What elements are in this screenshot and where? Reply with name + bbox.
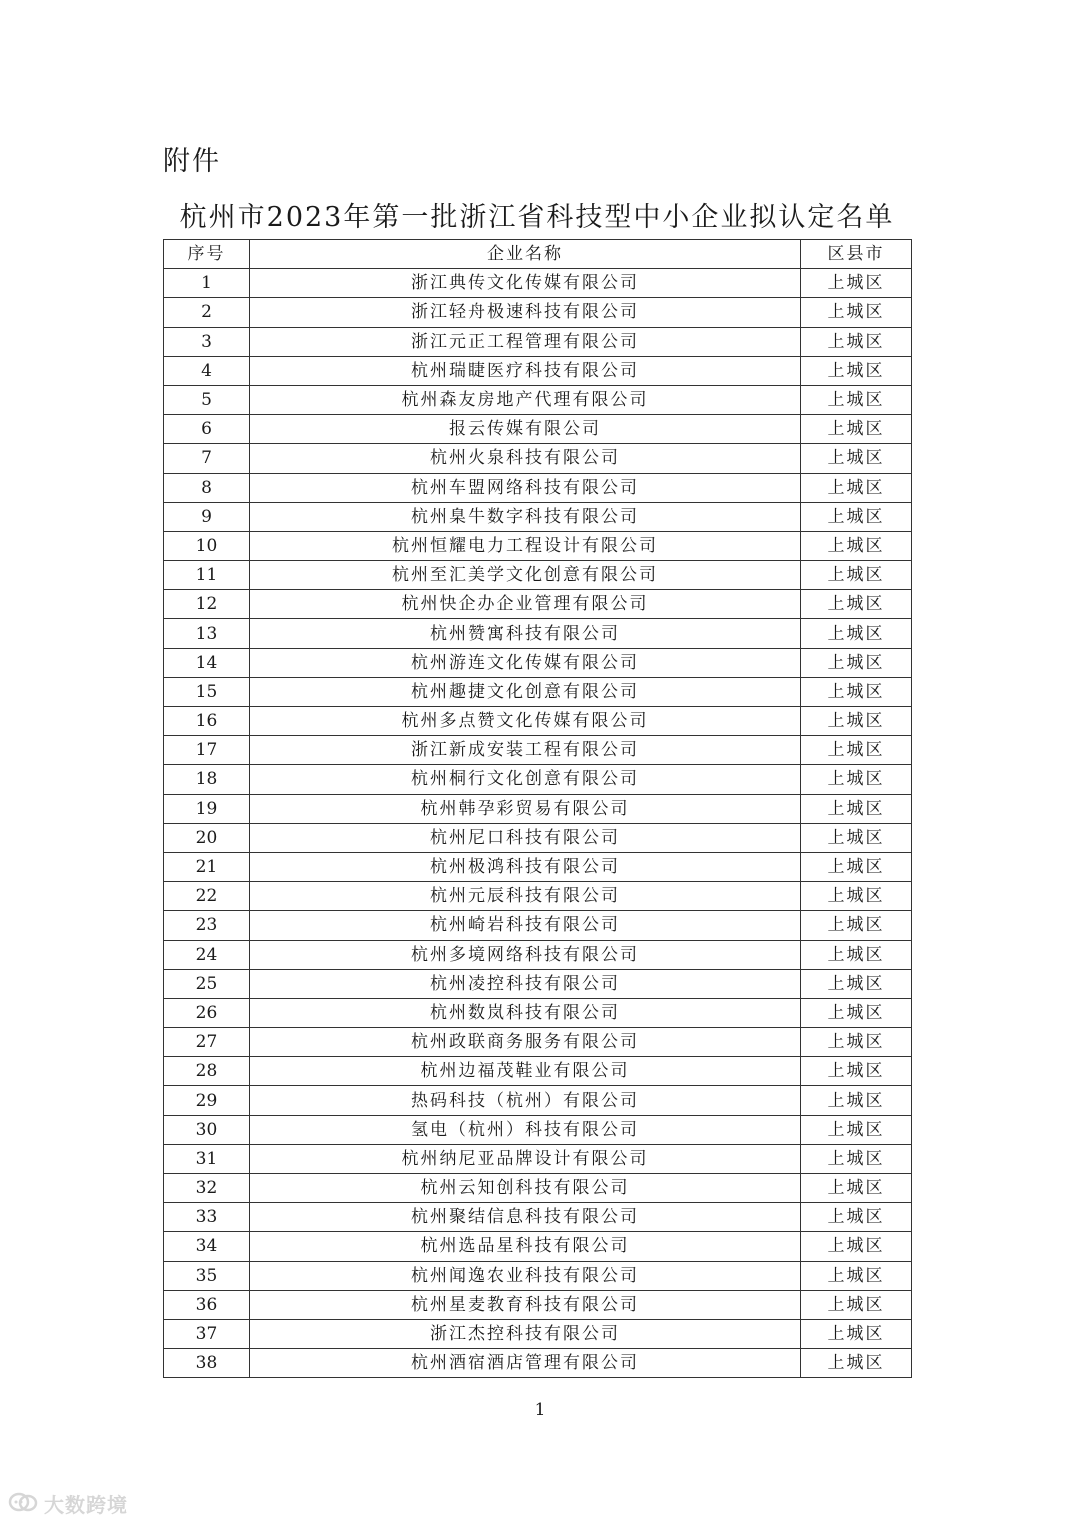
row-number: 1 [164, 269, 250, 298]
table-row [164, 385, 912, 414]
district-name: 上城区 [801, 327, 912, 356]
row-number: 21 [164, 852, 250, 881]
table-row [164, 298, 912, 327]
enterprise-list-table [163, 239, 912, 1378]
company-name: 杭州车盟网络科技有限公司 [250, 473, 801, 502]
row-number: 2 [164, 298, 250, 327]
district-name: 上城区 [801, 765, 912, 794]
company-name: 杭州游连文化传媒有限公司 [250, 648, 801, 677]
company-name: 杭州纳尼亚品牌设计有限公司 [250, 1144, 801, 1173]
district-name: 上城区 [801, 1028, 912, 1057]
page-number: 1 [534, 1400, 546, 1420]
company-name: 杭州政联商务服务有限公司 [250, 1028, 801, 1057]
table-row [164, 590, 912, 619]
table-row [164, 823, 912, 852]
district-name: 上城区 [801, 852, 912, 881]
column-header-number: 序号 [164, 240, 250, 269]
table-row [164, 269, 912, 298]
district-name: 上城区 [801, 1174, 912, 1203]
chat-bubble-icon [8, 1491, 38, 1515]
row-number: 8 [164, 473, 250, 502]
row-number: 23 [164, 911, 250, 940]
company-name: 杭州多点赞文化传媒有限公司 [250, 707, 801, 736]
district-name: 上城区 [801, 269, 912, 298]
table-row [164, 1319, 912, 1348]
district-name: 上城区 [801, 385, 912, 414]
column-header-district: 区县市 [801, 240, 912, 269]
district-name: 上城区 [801, 444, 912, 473]
company-name: 杭州聚结信息科技有限公司 [250, 1203, 801, 1232]
attachment-label: 附件 [163, 146, 221, 177]
table-row [164, 765, 912, 794]
row-number: 35 [164, 1261, 250, 1290]
district-name: 上城区 [801, 648, 912, 677]
row-number: 7 [164, 444, 250, 473]
district-name: 上城区 [801, 1349, 912, 1378]
table-row [164, 998, 912, 1027]
row-number: 5 [164, 385, 250, 414]
table-row [164, 677, 912, 706]
row-number: 22 [164, 882, 250, 911]
company-name: 杭州闻逸农业科技有限公司 [250, 1261, 801, 1290]
table-row [164, 473, 912, 502]
district-name: 上城区 [801, 1319, 912, 1348]
row-number: 26 [164, 998, 250, 1027]
table-row [164, 882, 912, 911]
row-number: 15 [164, 677, 250, 706]
district-name: 上城区 [801, 998, 912, 1027]
company-name: 杭州桐行文化创意有限公司 [250, 765, 801, 794]
district-name: 上城区 [801, 473, 912, 502]
table-row [164, 444, 912, 473]
row-number: 27 [164, 1028, 250, 1057]
district-name: 上城区 [801, 1115, 912, 1144]
company-name: 杭州韩孕彩贸易有限公司 [250, 794, 801, 823]
table-row [164, 1028, 912, 1057]
district-name: 上城区 [801, 298, 912, 327]
row-number: 36 [164, 1290, 250, 1319]
row-number: 31 [164, 1144, 250, 1173]
company-name: 杭州星麦教育科技有限公司 [250, 1290, 801, 1319]
company-name: 杭州元辰科技有限公司 [250, 882, 801, 911]
company-name: 氢电（杭州）科技有限公司 [250, 1115, 801, 1144]
district-name: 上城区 [801, 531, 912, 560]
district-name: 上城区 [801, 794, 912, 823]
company-name: 杭州崎岩科技有限公司 [250, 911, 801, 940]
company-name: 浙江典传文化传媒有限公司 [250, 269, 801, 298]
district-name: 上城区 [801, 677, 912, 706]
table-row [164, 561, 912, 590]
table-row [164, 502, 912, 531]
table-row [164, 736, 912, 765]
district-name: 上城区 [801, 940, 912, 969]
table-row [164, 1057, 912, 1086]
company-name: 浙江新成安装工程有限公司 [250, 736, 801, 765]
table-row [164, 911, 912, 940]
company-name: 浙江元正工程管理有限公司 [250, 327, 801, 356]
company-name: 热码科技（杭州）有限公司 [250, 1086, 801, 1115]
table-row [164, 1115, 912, 1144]
company-name: 杭州凌控科技有限公司 [250, 969, 801, 998]
row-number: 20 [164, 823, 250, 852]
table-row [164, 531, 912, 560]
table-row [164, 1349, 912, 1378]
table-row [164, 619, 912, 648]
district-name: 上城区 [801, 1232, 912, 1261]
table-row [164, 1290, 912, 1319]
column-header-company: 企业名称 [250, 240, 801, 269]
table-row [164, 415, 912, 444]
row-number: 18 [164, 765, 250, 794]
district-name: 上城区 [801, 1086, 912, 1115]
district-name: 上城区 [801, 1057, 912, 1086]
company-name: 杭州多境网络科技有限公司 [250, 940, 801, 969]
row-number: 17 [164, 736, 250, 765]
company-name: 杭州至汇美学文化创意有限公司 [250, 561, 801, 590]
district-name: 上城区 [801, 619, 912, 648]
table-row [164, 1232, 912, 1261]
row-number: 34 [164, 1232, 250, 1261]
district-name: 上城区 [801, 882, 912, 911]
row-number: 12 [164, 590, 250, 619]
company-name: 杭州选品星科技有限公司 [250, 1232, 801, 1261]
row-number: 3 [164, 327, 250, 356]
table-row [164, 1174, 912, 1203]
district-name: 上城区 [801, 1203, 912, 1232]
row-number: 13 [164, 619, 250, 648]
document-title: 杭州市2023年第一批浙江省科技型中小企业拟认定名单 [179, 202, 895, 233]
table-row [164, 1261, 912, 1290]
district-name: 上城区 [801, 911, 912, 940]
row-number: 37 [164, 1319, 250, 1348]
table-row [164, 356, 912, 385]
district-name: 上城区 [801, 502, 912, 531]
row-number: 24 [164, 940, 250, 969]
district-name: 上城区 [801, 1290, 912, 1319]
district-name: 上城区 [801, 415, 912, 444]
row-number: 11 [164, 561, 250, 590]
district-name: 上城区 [801, 969, 912, 998]
row-number: 28 [164, 1057, 250, 1086]
table-row [164, 1086, 912, 1115]
district-name: 上城区 [801, 590, 912, 619]
company-name: 杭州臬牛数字科技有限公司 [250, 502, 801, 531]
row-number: 33 [164, 1203, 250, 1232]
company-name: 浙江轻舟极速科技有限公司 [250, 298, 801, 327]
watermark [8, 1488, 128, 1518]
table-row [164, 969, 912, 998]
table-row [164, 794, 912, 823]
company-name: 杭州火泉科技有限公司 [250, 444, 801, 473]
district-name: 上城区 [801, 561, 912, 590]
row-number: 10 [164, 531, 250, 560]
company-name: 报云传媒有限公司 [250, 415, 801, 444]
row-number: 6 [164, 415, 250, 444]
table-row [164, 940, 912, 969]
district-name: 上城区 [801, 823, 912, 852]
table-row [164, 852, 912, 881]
company-name: 浙江杰控科技有限公司 [250, 1319, 801, 1348]
table-row [164, 1144, 912, 1173]
row-number: 9 [164, 502, 250, 531]
company-name: 杭州瑞睫医疗科技有限公司 [250, 356, 801, 385]
row-number: 14 [164, 648, 250, 677]
table-row [164, 1203, 912, 1232]
table-row [164, 648, 912, 677]
company-name: 杭州森友房地产代理有限公司 [250, 385, 801, 414]
company-name: 杭州赞寓科技有限公司 [250, 619, 801, 648]
company-name: 杭州数岚科技有限公司 [250, 998, 801, 1027]
row-number: 32 [164, 1174, 250, 1203]
row-number: 16 [164, 707, 250, 736]
company-name: 杭州趣捷文化创意有限公司 [250, 677, 801, 706]
table-row [164, 707, 912, 736]
district-name: 上城区 [801, 1261, 912, 1290]
company-name: 杭州极鸿科技有限公司 [250, 852, 801, 881]
company-name: 杭州快企办企业管理有限公司 [250, 590, 801, 619]
company-name: 杭州云知创科技有限公司 [250, 1174, 801, 1203]
row-number: 38 [164, 1349, 250, 1378]
district-name: 上城区 [801, 356, 912, 385]
company-name: 杭州酒宿酒店管理有限公司 [250, 1349, 801, 1378]
row-number: 4 [164, 356, 250, 385]
district-name: 上城区 [801, 1144, 912, 1173]
company-name: 杭州尼口科技有限公司 [250, 823, 801, 852]
table-row [164, 327, 912, 356]
watermark-text: 大数跨境 [44, 1492, 128, 1517]
district-name: 上城区 [801, 736, 912, 765]
row-number: 30 [164, 1115, 250, 1144]
company-name: 杭州恒耀电力工程设计有限公司 [250, 531, 801, 560]
row-number: 29 [164, 1086, 250, 1115]
table-header-row [164, 240, 912, 269]
row-number: 25 [164, 969, 250, 998]
row-number: 19 [164, 794, 250, 823]
table-body [164, 269, 912, 1378]
district-name: 上城区 [801, 707, 912, 736]
company-name: 杭州边福茂鞋业有限公司 [250, 1057, 801, 1086]
